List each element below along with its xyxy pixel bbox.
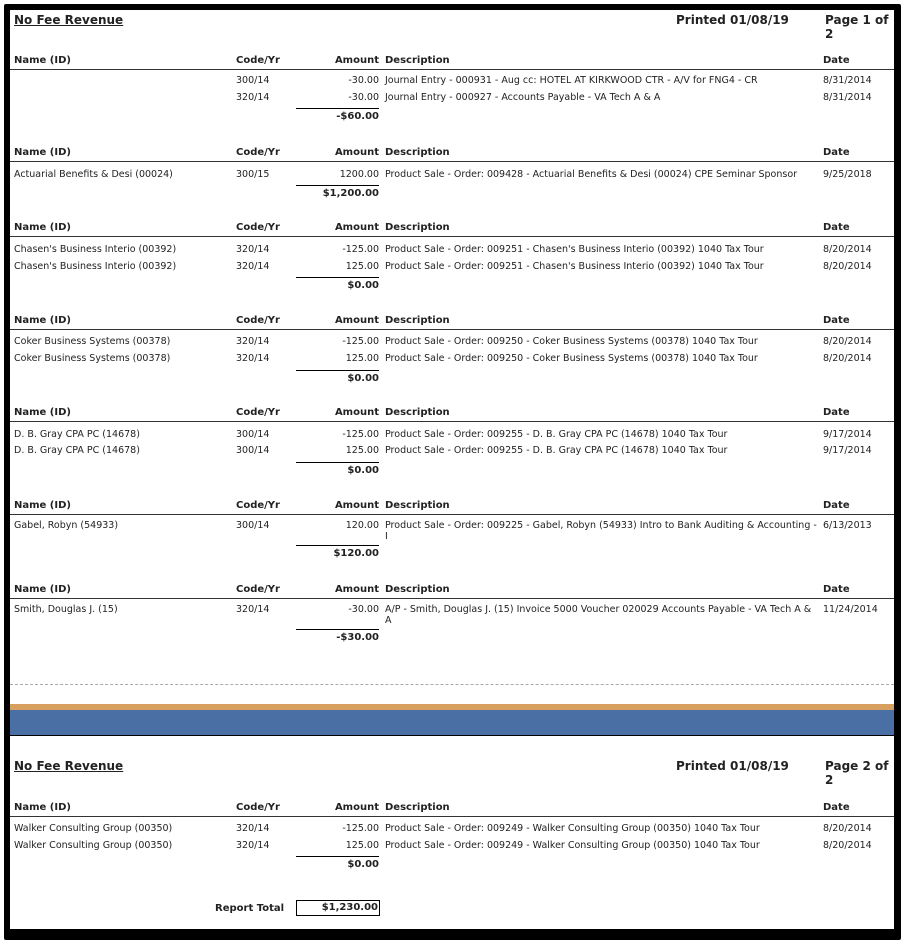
table-row: Coker Business Systems (00378) 320/14 -125.00 Product Sale - Order: 009250 - Coker Business Systems (00378) 1040 Tax Tour 8/20/2014 [14,336,872,347]
report-title: No Fee Revenue [14,13,124,27]
group-subtotal: -$60.00 [296,108,379,122]
table-row: Walker Consulting Group (00350) 320/14 125.00 Product Sale - Order: 009249 - Walker Consulting Group (00350) 1040 Tax Tour 8/20/2014 [14,840,872,851]
report-total-label: Report Total [215,903,285,914]
report-title: No Fee Revenue [14,759,124,773]
page-number: Page 2 of 2 [825,759,889,787]
table-row: D. B. Gray CPA PC (14678) 300/14 -125.00 Product Sale - Order: 009255 - D. B. Gray CPA PC (14678) 1040 Tax Tour 9/17/2014 [14,429,872,440]
column-header: Name (ID) Code/Yr Amount Description Date [10,407,894,422]
column-header: Name (ID) Code/Yr Amount Description Date [10,802,894,817]
table-row: Gabel, Robyn (54933) 300/14 120.00 Product Sale - Order: 009225 - Gabel, Robyn (54933) Intro to Bank Auditing & Accounting - I 6/13/2013 [14,520,872,542]
page-header [10,759,894,787]
group-subtotal: $0.00 [296,277,379,291]
table-row: Smith, Douglas J. (15) 320/14 -30.00 A/P - Smith, Douglas J. (15) Invoice 5000 Voucher 020029 Accounts Payable - VA Tech A & A 11/24/2014 [14,604,878,626]
printed-date: Printed 01/08/19 [676,759,789,773]
table-row: Actuarial Benefits & Desi (00024) 300/15 1200.00 Product Sale - Order: 009428 - Actuarial Benefits & Desi (00024) CPE Seminar Sponsor 9/25/2018 [14,169,872,180]
report-total-value: $1,230.00 [296,900,380,916]
column-header: Name (ID) Code/Yr Amount Description Date [10,55,894,70]
table-row: 320/14 -30.00 Journal Entry - 000927 - Accounts Payable - VA Tech A & A 8/31/2014 [236,92,872,103]
table-row: Walker Consulting Group (00350) 320/14 -125.00 Product Sale - Order: 009249 - Walker Consulting Group (00350) 1040 Tax Tour 8/20/2014 [14,823,872,834]
printed-date: Printed 01/08/19 [676,13,789,27]
page-header [10,13,894,41]
table-row: Coker Business Systems (00378) 320/14 125.00 Product Sale - Order: 009250 - Coker Business Systems (00378) 1040 Tax Tour 8/20/2014 [14,353,872,364]
group-subtotal: $0.00 [296,856,379,870]
table-row: Chasen's Business Interio (00392) 320/14 125.00 Product Sale - Order: 009251 - Chasen's Business Interio (00392) 1040 Tax Tour 8/20/2014 [14,261,872,272]
group-subtotal: $120.00 [296,545,379,559]
column-header: Name (ID) Code/Yr Amount Description Date [10,222,894,237]
column-header: Name (ID) Code/Yr Amount Description Date [10,315,894,330]
column-header: Name (ID) Code/Yr Amount Description Date [10,584,894,599]
table-row: 300/14 -30.00 Journal Entry - 000931 - Aug cc: HOTEL AT KIRKWOOD CTR - A/V for FNG4 - CR 8/31/2014 [236,75,872,86]
group-subtotal: $1,200.00 [296,185,379,199]
page-separator-bar [10,710,894,735]
page-number: Page 1 of 2 [825,13,889,41]
group-subtotal: $0.00 [296,370,379,384]
group-subtotal: -$30.00 [296,629,379,643]
group-subtotal: $0.00 [296,462,379,476]
table-row: D. B. Gray CPA PC (14678) 300/14 125.00 Product Sale - Order: 009255 - D. B. Gray CPA PC (14678) 1040 Tax Tour 9/17/2014 [14,445,872,456]
report-page-2 [10,736,894,929]
column-header: Name (ID) Code/Yr Amount Description Date [10,500,894,515]
column-header: Name (ID) Code/Yr Amount Description Date [10,147,894,162]
table-row: Chasen's Business Interio (00392) 320/14 -125.00 Product Sale - Order: 009251 - Chasen's Business Interio (00392) 1040 Tax Tour 8/20/2014 [14,244,872,255]
page-bottom-divider [10,684,894,685]
report-page-1 [10,10,894,704]
